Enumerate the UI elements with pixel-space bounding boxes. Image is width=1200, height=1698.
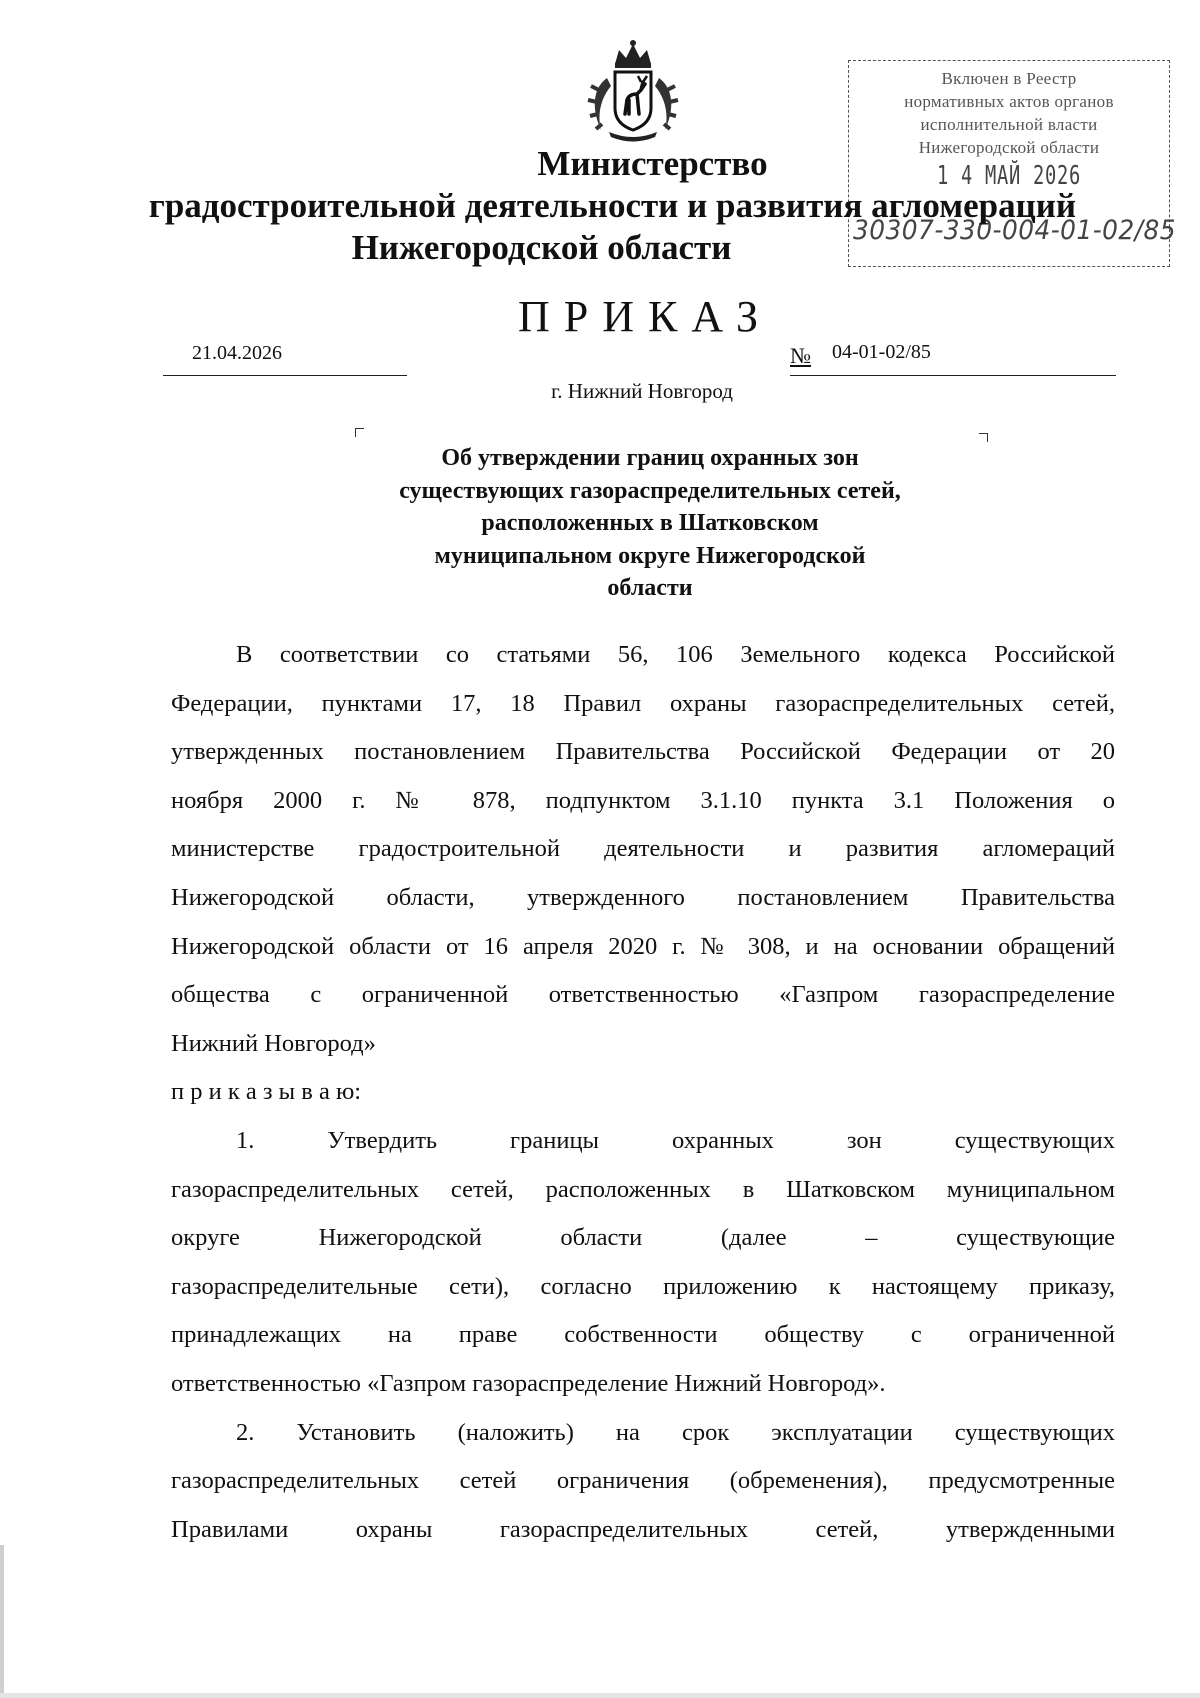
number-sign: №	[790, 343, 811, 368]
stamp-line: нормативных актов органов	[904, 92, 1114, 111]
body-line: Нижегородской области, утвержденного постановлением Правительства	[171, 883, 1115, 911]
scan-edge	[0, 1693, 1200, 1698]
stamp-line: Включен в Реестр	[941, 69, 1077, 88]
body-line: 1. Утвердить границы охранных зон существующих	[236, 1126, 1115, 1154]
body-line: утвержденных постановлением Правительства Российской Федерации от 20	[171, 738, 1115, 766]
order-number: 04-01-02/85	[832, 341, 931, 363]
ministry-title-line: Министерство	[537, 144, 768, 183]
stamp-date: 1 4 МАЙ 2026	[937, 161, 1081, 191]
body-line: 2. Установить (наложить) на срок эксплуатации существующих	[236, 1418, 1115, 1446]
body-line: Правилами охраны газораспределительных сетей, утвержденными	[171, 1515, 1115, 1543]
ministry-title-line: градостроительной деятельности и развития агломераций	[148, 186, 1077, 225]
body-line: принадлежащих на праве собственности обществу с ограниченной	[171, 1321, 1115, 1349]
orders-word: п р и к а з ы в а ю:	[171, 1078, 362, 1106]
order-body	[171, 631, 1115, 1554]
stamp-registration-number: 30307-330-004-01-02/85	[853, 215, 1177, 246]
number-underline	[790, 375, 1116, 376]
subject-corner-right	[979, 433, 988, 442]
subject-line: существующих газораспределительных сетей,	[399, 477, 901, 504]
city: г. Нижний Новгород	[551, 379, 733, 403]
scan-edge	[0, 1545, 4, 1698]
document-type: ПРИКАЗ	[517, 292, 773, 341]
body-line: Нижегородской области от 16 апреля 2020 г. № 308, и на основании обращений	[171, 932, 1115, 960]
body-line: общества с ограниченной ответственностью «Газпром газораспределение	[171, 981, 1115, 1009]
subject-line: области	[607, 575, 693, 601]
body-line: В соответствии со статьями 56, 106 Земельного кодекса Российской	[236, 641, 1115, 668]
coat-of-arms-icon	[585, 38, 681, 142]
body-line: ноября 2000 г. № 878, подпунктом 3.1.10 пункта 3.1 Положения о	[171, 786, 1115, 814]
stamp-line: исполнительной власти	[920, 115, 1098, 134]
body-line: министерстве градостроительной деятельности и развития агломераций	[171, 835, 1115, 863]
body-line: Федерации, пунктами 17, 18 Правил охраны газораспределительных сетей,	[171, 689, 1115, 717]
body-line: ответственностью «Газпром газораспределение Нижний Новгород».	[171, 1369, 886, 1397]
date-underline	[163, 375, 407, 376]
body-line: округе Нижегородской области (далее – существующие	[171, 1224, 1115, 1252]
subject-line: расположенных в Шатковском	[481, 510, 819, 536]
stamp-line: Нижегородской области	[918, 138, 1100, 157]
body-line: газораспределительных сетей ограничения (обременения), предусмотренные	[171, 1467, 1115, 1495]
subject-line: Об утверждении границ охранных зон	[441, 445, 859, 471]
subject-line: муниципальном округе Нижегородской	[434, 542, 866, 569]
order-subject	[300, 442, 1000, 605]
subject-corner-left	[355, 428, 364, 437]
order-date: 21.04.2026	[192, 342, 282, 364]
ministry-title-line: Нижегородской области	[351, 228, 732, 267]
body-line: газораспределительные сети), согласно приложению к настоящему приказу,	[171, 1272, 1115, 1300]
body-line: газораспределительных сетей, расположенных в Шатковском муниципальном	[171, 1175, 1115, 1203]
body-line: Нижний Новгород»	[171, 1029, 376, 1057]
